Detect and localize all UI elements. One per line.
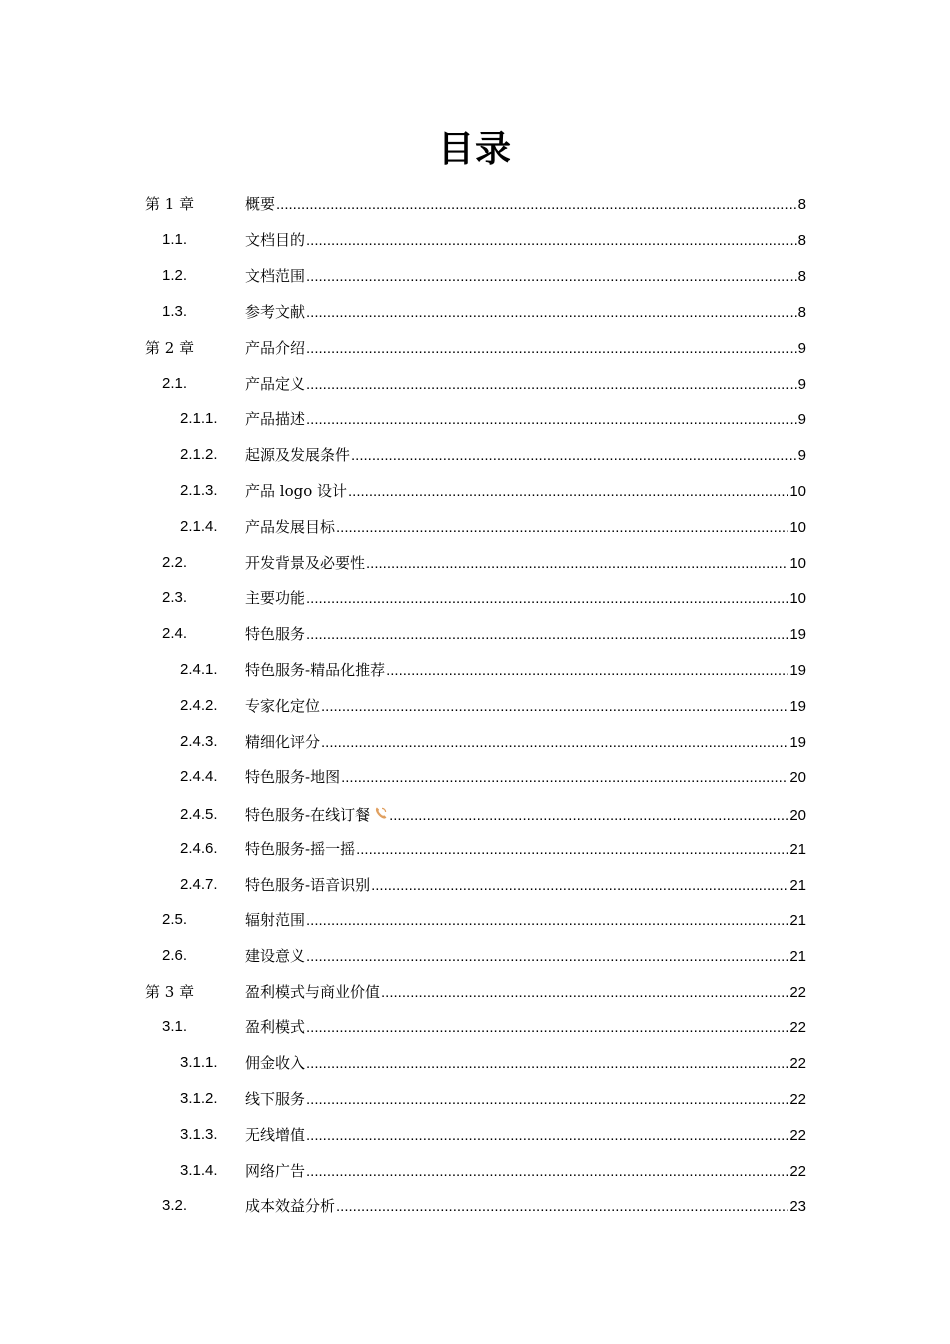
- toc-entry[interactable]: [0, 1045, 950, 1081]
- toc-entry-label[interactable]: 成本效益分析: [245, 1197, 336, 1215]
- dot-leader: [306, 402, 797, 438]
- toc-entry-page-number: 9: [797, 447, 806, 464]
- toc-entry[interactable]: [0, 902, 950, 938]
- toc-entry-number: 3.1.1.: [180, 1054, 218, 1071]
- toc-entry-body: [245, 366, 806, 403]
- dot-leader: [306, 1082, 788, 1118]
- toc-entry-label[interactable]: 特色服务-在线订餐: [245, 806, 371, 824]
- toc-entry-page-number: 9: [797, 411, 806, 428]
- toc-entry-body: [245, 938, 806, 975]
- toc-entry[interactable]: [0, 1153, 950, 1189]
- toc-entry-page-number: 21: [789, 948, 806, 965]
- toc-entry-label[interactable]: 专家化定位: [245, 697, 321, 715]
- toc-entry-page-number: 23: [789, 1198, 806, 1215]
- toc-entry-body: [245, 545, 806, 582]
- phone-icon: [374, 797, 388, 811]
- toc-entry[interactable]: [0, 545, 950, 581]
- dot-leader: [381, 975, 788, 1011]
- toc-entry-body: [245, 580, 806, 617]
- toc-entry-label[interactable]: 文档范围: [245, 267, 306, 285]
- toc-entry-page-number: 19: [789, 626, 806, 643]
- dot-leader: [306, 581, 788, 617]
- dot-leader: [336, 1189, 788, 1225]
- toc-entry-page-number: 21: [789, 912, 806, 929]
- dot-leader: [321, 689, 788, 725]
- toc-entry-page-number: 21: [789, 877, 806, 894]
- toc-entry-body: [245, 401, 806, 438]
- toc-entry[interactable]: [0, 867, 950, 903]
- toc-entry-body: [245, 1117, 806, 1154]
- toc-entry-body: [245, 294, 806, 331]
- toc-entry-number: 2.4.5.: [180, 806, 218, 823]
- toc-entry-number: 第 1 章: [145, 195, 195, 213]
- dot-leader: [306, 367, 797, 403]
- dot-leader: [306, 617, 788, 653]
- toc-entry-body: [245, 902, 806, 939]
- toc-entry-label[interactable]: 建设意义: [245, 947, 306, 965]
- toc-entry-number: 2.1.3.: [180, 482, 218, 499]
- toc-entry[interactable]: [0, 1117, 950, 1153]
- toc-entry-number: 3.1.4.: [180, 1162, 218, 1179]
- toc-entry[interactable]: [0, 473, 950, 509]
- dot-leader: [356, 832, 788, 868]
- toc-entry-number: 2.3.: [162, 589, 188, 606]
- toc-entry-number: 2.4.4.: [180, 768, 218, 785]
- toc-entry-label[interactable]: 产品定义: [245, 375, 306, 393]
- toc-entry[interactable]: [0, 437, 950, 473]
- toc-entry-number: 第 3 章: [145, 983, 195, 1001]
- toc-entry[interactable]: [0, 688, 950, 724]
- toc-entry-page-number: 22: [789, 1091, 806, 1108]
- toc-entry-body: [245, 509, 806, 546]
- dot-leader: [321, 725, 788, 761]
- toc-entry[interactable]: [0, 366, 950, 402]
- toc-entry-label[interactable]: 参考文献: [245, 303, 306, 321]
- toc-entry-body: [245, 186, 806, 223]
- dot-leader: [306, 1046, 788, 1082]
- toc-entry-body: [245, 652, 806, 689]
- toc-entry-page-number: 8: [797, 268, 806, 285]
- toc-entry[interactable]: [0, 797, 950, 833]
- toc-entry-label[interactable]: 产品发展目标: [245, 518, 336, 536]
- toc-entry[interactable]: [0, 724, 950, 760]
- toc-entry-number: 2.4.3.: [180, 733, 218, 750]
- dot-leader: [306, 331, 797, 367]
- dot-leader: [348, 474, 788, 510]
- dot-leader: [306, 259, 797, 295]
- toc-entry-body: [245, 688, 806, 725]
- dot-leader: [306, 939, 788, 975]
- toc-entry-label[interactable]: 产品介绍: [245, 339, 306, 357]
- toc-entry-label[interactable]: 特色服务: [245, 625, 306, 643]
- toc-entry-number: 2.4.7.: [180, 876, 218, 893]
- dot-leader: [389, 798, 788, 834]
- toc-entry-page-number: 22: [789, 1163, 806, 1180]
- toc-entry-number: 2.1.4.: [180, 518, 218, 535]
- dot-leader: [276, 187, 797, 223]
- toc-entry-label[interactable]: 产品描述: [245, 410, 306, 428]
- toc-entry-page-number: 8: [797, 304, 806, 321]
- dot-leader: [306, 1154, 788, 1190]
- toc-entry-label[interactable]: 起源及发展条件: [245, 446, 351, 464]
- toc-entry[interactable]: [0, 1009, 950, 1045]
- toc-entry[interactable]: [0, 509, 950, 545]
- dot-leader: [366, 546, 788, 582]
- toc-entry-page-number: 19: [789, 734, 806, 751]
- dot-leader: [306, 223, 797, 259]
- toc-entry-page-number: 19: [789, 698, 806, 715]
- toc-entry-page-number: 19: [789, 662, 806, 679]
- toc-entry-page-number: 20: [789, 769, 806, 786]
- dot-leader: [306, 1118, 788, 1154]
- toc-entry-number: 2.4.6.: [180, 840, 218, 857]
- toc-entry-body: [245, 831, 806, 868]
- toc-entry-label[interactable]: 特色服务-语音识别: [245, 876, 371, 894]
- toc-entry-page-number: 22: [789, 1055, 806, 1072]
- toc-entry-page-number: 22: [789, 1127, 806, 1144]
- dot-leader: [371, 868, 788, 904]
- toc-entry-body: [245, 797, 806, 834]
- toc-entry-body: [245, 867, 806, 904]
- toc-entry-label[interactable]: 辐射范围: [245, 911, 306, 929]
- toc-entry-page-number: 9: [797, 340, 806, 357]
- toc-entry-body: [245, 759, 806, 796]
- toc-entry-number: 2.4.1.: [180, 661, 218, 678]
- toc-entry-label[interactable]: 盈利模式: [245, 1018, 306, 1036]
- toc-entry-body: [245, 473, 806, 510]
- toc-entry-number: 1.1.: [162, 231, 188, 248]
- toc-entry-page-number: 10: [789, 483, 806, 500]
- toc-entry-label[interactable]: 网络广告: [245, 1162, 306, 1180]
- toc-entry-number: 3.1.: [162, 1018, 188, 1035]
- dot-leader: [351, 438, 797, 474]
- page-title: 目录: [437, 129, 512, 170]
- toc-entry-page-number: 10: [789, 519, 806, 536]
- toc-entry-label[interactable]: 产品 logo 设计: [245, 482, 347, 500]
- toc-entry[interactable]: [0, 401, 950, 437]
- toc-entry-number: 第 2 章: [145, 339, 195, 357]
- toc-entry-number: 2.6.: [162, 947, 188, 964]
- toc-entry-page-number: 22: [789, 1019, 806, 1036]
- toc-entry[interactable]: [0, 616, 950, 652]
- toc-entry[interactable]: [0, 831, 950, 867]
- toc-entry[interactable]: [0, 258, 950, 294]
- toc-entry[interactable]: [0, 222, 950, 258]
- toc-entry-body: [245, 1188, 806, 1225]
- toc-entry-label[interactable]: 盈利模式与商业价值: [245, 983, 381, 1001]
- toc-entry-number: 2.1.1.: [180, 410, 218, 427]
- toc-entry-number: 2.1.: [162, 375, 188, 392]
- toc-entry[interactable]: [0, 294, 950, 330]
- toc-entry-number: 2.1.2.: [180, 446, 218, 463]
- toc-entry-label[interactable]: 开发背景及必要性: [245, 554, 366, 572]
- toc-entry[interactable]: [0, 186, 950, 222]
- toc-entry-body: [245, 616, 806, 653]
- toc-entry-body: [245, 437, 806, 474]
- toc-entry-label[interactable]: 精细化评分: [245, 733, 321, 751]
- toc-entry-body: [245, 974, 806, 1011]
- toc-entry-label[interactable]: 线下服务: [245, 1090, 306, 1108]
- toc-entry-body: [245, 1153, 806, 1190]
- toc-entry[interactable]: [0, 652, 950, 688]
- toc-entry-label[interactable]: 无线增值: [245, 1126, 306, 1144]
- toc-entry-number: 1.2.: [162, 267, 188, 284]
- dot-leader: [341, 760, 788, 796]
- toc-entry-number: 2.4.: [162, 625, 188, 642]
- toc-entry[interactable]: [0, 330, 950, 366]
- toc-entry-page-number: 8: [797, 196, 806, 213]
- toc-entry-number: 2.4.2.: [180, 697, 218, 714]
- toc-entry[interactable]: [0, 974, 950, 1010]
- toc-entry-page-number: 10: [789, 555, 806, 572]
- toc-entry-label[interactable]: 主要功能: [245, 589, 306, 607]
- toc-entry-number: 2.5.: [162, 911, 188, 928]
- toc-entry-page-number: 22: [789, 984, 806, 1001]
- toc-entry-body: [245, 330, 806, 367]
- toc-entry[interactable]: [0, 1081, 950, 1117]
- toc-entry-label[interactable]: 概要: [245, 195, 276, 213]
- toc-entry-body: [245, 1081, 806, 1118]
- toc-entry[interactable]: [0, 580, 950, 616]
- toc-entry-label[interactable]: 佣金收入: [245, 1054, 306, 1072]
- toc-entry-label[interactable]: 特色服务-精品化推荐: [245, 661, 386, 679]
- toc-entry-body: [245, 222, 806, 259]
- toc-entry[interactable]: [0, 1188, 950, 1224]
- toc-entry-body: [245, 1009, 806, 1046]
- toc-entry-body: [245, 258, 806, 295]
- dot-leader: [336, 510, 788, 546]
- dot-leader: [386, 653, 788, 689]
- toc-entry[interactable]: [0, 938, 950, 974]
- dot-leader: [306, 295, 797, 331]
- toc-entry-body: [245, 1045, 806, 1082]
- toc-entry-page-number: 21: [789, 841, 806, 858]
- toc-entry-label[interactable]: 特色服务-地图: [245, 768, 341, 786]
- toc-entry-number: 3.1.2.: [180, 1090, 218, 1107]
- toc-entry-label[interactable]: 文档目的: [245, 231, 306, 249]
- toc-entry-number: 1.3.: [162, 303, 188, 320]
- toc-entry-page-number: 9: [797, 376, 806, 393]
- toc-entry-page-number: 10: [789, 590, 806, 607]
- toc-entry-page-number: 20: [789, 807, 806, 824]
- toc-entry-number: 2.2.: [162, 554, 188, 571]
- toc-entry-number: 3.2.: [162, 1197, 188, 1214]
- toc-entry-label[interactable]: 特色服务-摇一摇: [245, 840, 356, 858]
- dot-leader: [306, 903, 788, 939]
- toc-entry-number: 3.1.3.: [180, 1126, 218, 1143]
- toc-entry-page-number: 8: [797, 232, 806, 249]
- toc-entry-body: [245, 724, 806, 761]
- dot-leader: [306, 1010, 788, 1046]
- toc-entry[interactable]: [0, 759, 950, 795]
